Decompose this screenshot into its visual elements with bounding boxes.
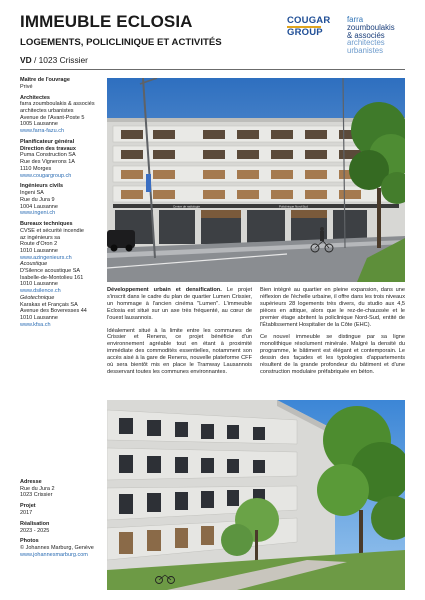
credit-line: Avenue des Boveresses 44 xyxy=(20,308,87,315)
page-subtitle: LOGEMENTS, POLICLINIQUE ET ACTIVITÉS xyxy=(20,37,222,48)
body-paragraph: Bien intégré au quartier en pleine expansion, dans une réflexion de l'échelle urbaine, il offre dans les trois niveaux supérieurs 28 logements très divers, du studio aux 4,5 pièces en attique, alors que le rez-de-chaussée et le premier étage abritent la policlinique Nord-Sud, entité de l'Établissement Hospitalier de la Côte (EHC). xyxy=(260,287,405,328)
owner-value: Privé xyxy=(20,83,33,90)
realisation-years: 2023 - 2025 xyxy=(20,527,50,534)
owner-heading: Maître de l'ouvrage xyxy=(20,77,70,83)
credit-line: 1010 Lausanne xyxy=(20,247,58,254)
farra-zoumboulakis-logo xyxy=(347,16,395,55)
project-heading: Projet xyxy=(20,503,36,510)
cougar-group-logo xyxy=(287,15,331,38)
architects-heading: Architectes xyxy=(20,94,50,101)
credit-line: Puma Construction SA xyxy=(20,152,76,159)
credit-line: Isabelle-de-Montolieu 161 xyxy=(20,274,84,281)
farra-logo-line: urbanistes xyxy=(347,46,383,56)
body-paragraph: Ce nouvel immeuble se distingue par sa ligne monolithique résolument minérale. Malgré la densité du programme, le bâtiment est élégant et contemporain. Le dessin des façades et les typologies d'appartements résultent de la grande profondeur du bâtiment et d'une construction modulaire préfabriquée en béton. xyxy=(260,334,405,375)
page-title: IMMEUBLE ECLOSIA xyxy=(20,12,193,31)
photographer-link[interactable]: www.johannesmarburg.com xyxy=(20,551,88,558)
street-view-photo xyxy=(107,78,405,282)
body-column-right xyxy=(260,287,405,382)
farra-logo-line: zoumboulakis xyxy=(347,22,395,32)
realisation-heading: Réalisation xyxy=(20,520,50,527)
project-year: 2017 xyxy=(20,510,33,516)
credit-line: Karakas et Français SA xyxy=(20,301,78,308)
farra-logo-line: & associés xyxy=(347,30,385,40)
site-management-heading: Direction des travaux xyxy=(20,145,76,152)
tech-offices-heading: Bureaux techniques xyxy=(20,221,73,228)
sign-policlinic: Policlinique Nord-Sud xyxy=(279,204,308,209)
cougar-logo-line1: COUGAR xyxy=(287,15,331,26)
acoustic-heading: Acoustique xyxy=(20,261,48,268)
credit-line: CVSE et sécurité incendie xyxy=(20,227,84,234)
body-column-left xyxy=(107,287,252,382)
credit-line: Route d'Oron 2 xyxy=(20,241,58,248)
credit-line: 1110 Morges xyxy=(20,165,52,172)
geotechnics-heading: Géotechnique xyxy=(20,294,55,301)
photo-credit: © Johannes Marburg, Genève xyxy=(20,545,94,552)
canton: VD xyxy=(20,55,32,65)
body-paragraph: Idéalement situé à la limite entre les communes de Crissier et Renens, ce projet bénéficie d'un environnement agréable tout en étant à proximité immédiate des commodités essentielles, notamment son accès aisé à la gare de Renens, nouvelle plateforme CFF où sera bientôt mis en place le Tramway Lausannois desservant toutes les communes environnantes. xyxy=(107,327,252,375)
cougar-logo-line2: GROUP xyxy=(287,26,323,38)
tech-offices-link[interactable]: www.azingenieurs.ch xyxy=(20,254,72,261)
planner-heading: Planificateur général xyxy=(20,139,75,145)
credit-line: Avenue de l'Avant-Poste 5 xyxy=(20,114,85,121)
architects-link[interactable]: www.farra-fazu.ch xyxy=(20,128,65,135)
credit-line: Ingeni SA xyxy=(20,190,44,197)
farra-logo-line: farra xyxy=(347,15,364,24)
farra-logo-line: architectes xyxy=(347,38,385,48)
credit-line: az ingénieurs sa xyxy=(20,234,61,241)
credit-line: D'Silence acoustique SA xyxy=(20,268,81,275)
body-lead: Développement urbain et densification. xyxy=(107,287,222,293)
project-info-column xyxy=(20,479,104,559)
location-line xyxy=(20,55,88,65)
planner-link[interactable]: www.cougargroup.ch xyxy=(20,172,72,179)
info-line: Rue du Jura 2 xyxy=(20,485,55,492)
info-line: 1023 Crissier xyxy=(20,492,53,499)
credit-line: 1010 Lausanne xyxy=(20,281,58,288)
header-divider xyxy=(20,69,405,70)
courtyard-photo xyxy=(107,400,405,590)
credits-column xyxy=(20,77,100,328)
photos-heading: Photos xyxy=(20,538,39,545)
credit-line: Rue du Jura 9 xyxy=(20,196,55,203)
body-text: Le projet s'inscrit dans le cadre du plan de quartier Lumen Crissier, un hommage à l'ancien cinéma "Lumen". L'immeuble Eclosia est situé sur un axe très fréquenté, au cœur de l'ouest lausannois. xyxy=(107,287,252,321)
credit-line: Rue des Vignerons 1A xyxy=(20,159,75,166)
credit-line: 1005 Lausanne xyxy=(20,121,58,128)
sign-radiology: Centre de radiologie xyxy=(173,204,201,209)
credit-line: farra zoumboulakis & associés xyxy=(20,101,95,108)
civil-engineers-heading: Ingénieurs civils xyxy=(20,183,64,190)
acoustic-link[interactable]: www.dsilence.ch xyxy=(20,288,61,295)
address-heading: Adresse xyxy=(20,479,42,485)
credit-line: 1010 Lausanne xyxy=(20,314,58,321)
city: / 1023 Crissier xyxy=(33,55,88,65)
civil-engineers-link[interactable]: www.ingeni.ch xyxy=(20,210,56,217)
geotechnics-link[interactable]: www.kfsa.ch xyxy=(20,321,51,328)
body-paragraph xyxy=(107,287,252,322)
credit-line: 1004 Lausanne xyxy=(20,203,58,210)
credit-line: architectes urbanistes xyxy=(20,108,74,114)
